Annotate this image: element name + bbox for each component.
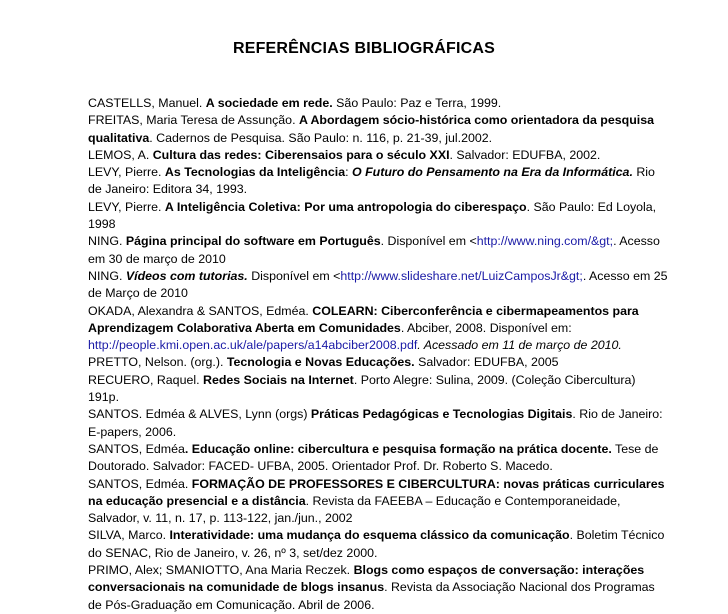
reference-text: Práticas Pedagógicas e Tecnologias Digitais <box>310 407 573 422</box>
reference-text: PRIMO, Alex; SMANIOTTO, Ana Maria Reczek. <box>88 563 354 578</box>
reference-text: SANTOS. Edméa & ALVES, Lynn (orgs) <box>88 407 311 422</box>
reference-text: . Salvador: EDUFBA, 2002. <box>449 147 601 162</box>
reference-link[interactable]: http://www.slideshare.net/LuizCamposJr&gt; <box>340 268 583 283</box>
reference-entry <box>88 441 668 476</box>
reference-text: São Paulo: Paz e Terra, 1999. <box>332 96 502 110</box>
reference-text: Página principal do software em Português <box>125 234 381 249</box>
reference-text: . São Paulo: Ed Loyola, 1998 <box>88 199 657 232</box>
reference-entry <box>88 199 668 234</box>
reference-text: LEVY, Pierre. <box>88 165 165 180</box>
reference-text: . Acesso em 30 de março de 2010 <box>88 234 660 266</box>
reference-link[interactable]: http://people.kmi.open.ac.uk/ale/papers/a14abciber2008.pdf <box>88 338 418 353</box>
reference-text: OKADA, Alexandra & SANTOS, Edméa. <box>88 303 313 318</box>
reference-entry <box>88 233 668 268</box>
reference-text: . Acesso em 25 de Março de 2010 <box>88 268 668 301</box>
reference-text: Rio de Janeiro: Editora 34, 1993. <box>88 165 655 197</box>
reference-text: Blogs como espaços de conversação: interações conversacionais na comunidade de blogs insanus <box>88 563 645 595</box>
reference-text: . Boletim Técnico do SENAC, Rio de Janeiro, v. 26, nº 3, set/dez 2000. <box>88 528 665 560</box>
reference-text: . Rio de Janeiro: E-papers, 2006. <box>88 407 663 439</box>
reference-link[interactable]: http://www.ning.com/&gt; <box>476 234 614 249</box>
reference-entry <box>88 527 668 562</box>
reference-entry <box>88 372 668 407</box>
reference-text: FORMAÇÃO DE PROFESSORES E CIBERCULTURA: novas práticas curriculares na educação presencial e a distância <box>88 476 665 508</box>
reference-entry <box>88 406 668 441</box>
reference-text: . Disponível em < <box>380 234 477 249</box>
reference-entry <box>88 268 668 303</box>
reference-entry <box>88 476 668 528</box>
reference-text: SANTOS, Edméa. <box>88 476 192 491</box>
reference-entry <box>88 303 668 355</box>
reference-text: Disponível em < <box>247 268 341 283</box>
reference-text: CASTELLS, Manuel. <box>88 96 206 110</box>
reference-text: NING. <box>88 268 126 283</box>
reference-text: . Revista da Associação Nacional dos Programas de Pós-Graduação em Comunicação. Abril de 2006. <box>88 580 655 612</box>
reference-entry <box>88 164 668 199</box>
reference-entry <box>88 112 668 147</box>
reference-text: LEVY, Pierre. <box>88 199 165 214</box>
reference-text: Tese de Doutorado. Salvador: FACED- UFBA, 2005. Orientador Prof. Dr. Roberto S. Macedo. <box>88 441 659 474</box>
reference-text: Redes Sociais na Internet <box>203 372 354 387</box>
page-title: REFERÊNCIAS BIBLIOGRÁFICAS <box>232 40 496 57</box>
reference-text: . Revista da FAEEBA – Educação e Contemporaneidade, Salvador, v. 11, n. 17, p. 113-122, jan./jun., 2002 <box>88 493 621 526</box>
reference-text: LEMOS, A. <box>88 147 153 162</box>
reference-text: A Inteligência Coletiva: Por uma antropologia do ciberespaço <box>164 199 527 214</box>
reference-text: : <box>345 165 352 180</box>
reference-text: A Abordagem sócio-histórica como orientadora da pesquisa qualitativa <box>88 113 655 145</box>
reference-text: . Cadernos de Pesquisa. São Paulo: n. 116, p. 21-39, jul.2002. <box>149 130 493 145</box>
reference-text: SILVA, Marco. <box>88 528 170 543</box>
reference-text: RECUERO, Raquel. <box>88 372 203 387</box>
reference-text: . Porto Alegre: Sulina, 2009. (Coleção Cibercultura) 191p. <box>88 372 636 405</box>
reference-text: FREITAS, Maria Teresa de Assunção. <box>88 113 299 128</box>
reference-text: O Futuro do Pensamento na Era da Informática. <box>351 165 633 180</box>
reference-text: . Educação online: cibercultura e pesquisa formação na prática docente. <box>184 441 612 456</box>
reference-text: Interatividade: uma mudança do esquema clássico da comunicação <box>169 528 570 543</box>
reference-text: Tecnologia e Novas Educações. <box>226 355 415 370</box>
reference-text: Vídeos com tutorias. <box>125 268 248 283</box>
reference-entry <box>88 147 668 164</box>
reference-text: COLEARN: Ciberconferência e cibermapeamentos para Aprendizagem Colaborativa Aberta em Comunidades <box>88 303 639 335</box>
reference-text: Salvador: EDUFBA, 2005 <box>414 355 559 370</box>
reference-text: PRETTO, Nelson. (org.). <box>88 355 227 370</box>
reference-text: SANTOS, Edméa <box>88 441 185 456</box>
reference-entry <box>88 354 668 371</box>
reference-text: Cultura das redes: Ciberensaios para o século XXI <box>152 147 450 162</box>
reference-text: As Tecnologias da Inteligência <box>164 165 346 180</box>
reference-entry <box>88 95 668 112</box>
reference-list <box>88 95 668 614</box>
reference-text: . Acessado em 11 de março de 2010. <box>417 338 622 353</box>
reference-entry <box>88 562 668 614</box>
reference-text: NING. <box>88 234 126 249</box>
reference-text: . Abciber, 2008. Disponível em: <box>400 320 572 335</box>
reference-text: A sociedade em rede. <box>205 96 333 110</box>
